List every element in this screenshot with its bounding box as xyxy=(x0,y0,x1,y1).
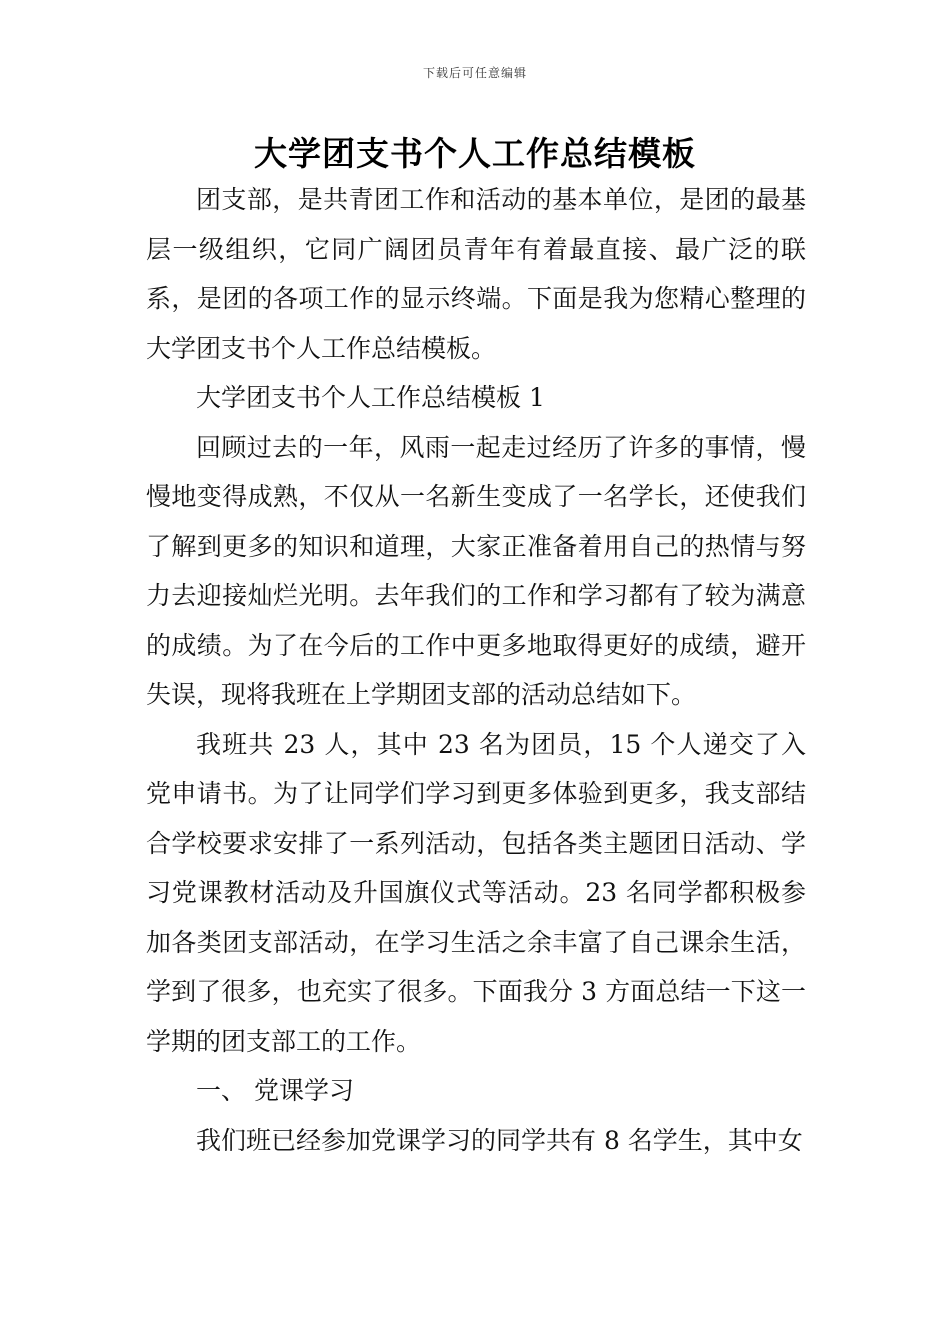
document-title: 大学团支书个人工作总结模板 xyxy=(254,134,696,173)
paragraph-class-overview: 我班共 23 人，其中 23 名为团员，15 个人递交了入党申请书。为了让同学们学习到更多体验到更多，我支部结合学校要求安排了一系列活动，包括各类主题团日活动、学习党课教材活动及升国旗仪式等活动。23 名同学都积极参加各类团支部活动，在学习生活之余丰富了自己课余生活，学到了很多，也充实了很多。下面我分 3 方面总结一下这一学期的团支部工的工作。 xyxy=(146,729,806,1056)
header-note: 下载后可任意编辑 xyxy=(422,66,527,80)
document-body xyxy=(146,175,806,1165)
paragraph-intro: 团支部，是共青团工作和活动的基本单位，是团的最基层一级组织，它同广阔团员青年有着最直接、最广泛的联系，是团的各项工作的显示终端。下面是我为您精心整理的大学团支书个人工作总结模板。 xyxy=(146,185,806,363)
paragraph-review: 回顾过去的一年，风雨一起走过经历了许多的事情，慢慢地变得成熟，不仅从一名新生变成了一名学长，还使我们了解到更多的知识和道理，大家正准备着用自己的热情与努力去迎接灿烂光明。去年我们的工作和学习都有了较为满意的成绩。为了在今后的工作中更多地取得更好的成绩，避开失误，现将我班在上学期团支部的活动总结如下。 xyxy=(146,432,806,709)
paragraph-party-class: 我们班已经参加党课学习的同学共有 8 名学生，其中女 xyxy=(196,1125,803,1155)
paragraph-section-heading: 一、 党课学习 xyxy=(196,1076,354,1105)
paragraph-subtitle: 大学团支书个人工作总结模板 1 xyxy=(196,383,545,412)
